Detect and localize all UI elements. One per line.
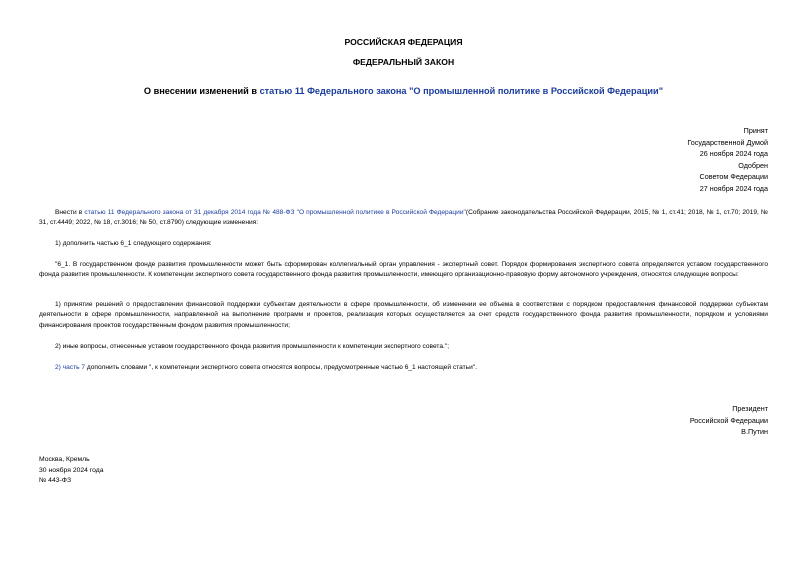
adoption-line: Государственной Думой	[687, 137, 768, 147]
paragraph-6-1: "6_1. В государственном фонде развития промышленности может быть сформирован коллегиальный орган управления - экспертный совет. Порядок формирования экспертного совета определяется уставом государственного фонда развития промышленности. К компетенции экспертного совета государственного фонда развития промышленности, имеющего организационно-правовую форму автономного учреждения, относятся следующие вопросы:	[39, 261, 768, 279]
article-link[interactable]: статью 11 Федерального закона от 31 декабря 2014 года № 488-ФЗ "О промышленной политике в Российской Федерации"	[84, 209, 466, 216]
signature-name: В.Путин	[741, 427, 768, 437]
intro-prefix: Внести в	[55, 209, 85, 216]
item-2-number: 2)	[55, 364, 63, 371]
law-number-line: № 443-ФЗ	[39, 477, 72, 485]
signature-org: Российской Федерации	[689, 415, 768, 425]
part-7-link[interactable]: часть 7	[62, 364, 86, 371]
place-line: Москва, Кремль	[39, 456, 90, 463]
signature-title: Президент	[732, 404, 768, 413]
item-2-suffix: дополнить словами ", к компетенции экспертного совета относятся вопросы, предусмотренные частью 6_1 настоящей статьи".	[85, 364, 477, 371]
adoption-line: 26 ноября 2024 года	[699, 149, 768, 159]
country-heading: РОССИЙСКАЯ ФЕДЕРАЦИЯ	[344, 37, 463, 47]
approval-line: 27 ноября 2024 года	[699, 183, 768, 193]
adoption-line: Принят	[743, 126, 768, 135]
law-title	[0, 86, 807, 96]
adoption-block	[687, 125, 768, 195]
approval-line: Советом Федерации	[699, 172, 768, 182]
footer-block	[39, 455, 104, 487]
paragraph-intro	[39, 208, 768, 229]
intro-suffix: (Собрание законодательства Российской Федерации, 2015, № 1, ст.41; 2018, № 1, ст.70; 2019, № 31, ст.4449; 2022, № 18, ст.3016; № 50, ст.8790) следующие изменения:	[39, 209, 768, 227]
item-1: 1) дополнить частью 6_1 следующего содержания:	[55, 240, 212, 247]
signature-block	[690, 403, 768, 438]
law-type-heading: ФЕДЕРАЛЬНЫЙ ЗАКОН	[352, 57, 455, 67]
law-title-prefix: О внесении изменений в	[143, 86, 260, 96]
law-title-link[interactable]: статью 11 Федерального закона "О промышленной политике в Российской Федерации"	[259, 86, 664, 96]
paragraph-subitem-1: 1) принятие решений о предоставлении финансовой поддержки субъектам деятельности в сфере промышленности, об изменении ее объема в соответствии с порядком предоставления финансовой поддержки субъектам деятельности в сфере промышленности, направленной на выполнение программ и проектов, реализация которых осуществляется за счет средств государственного фонда развития промышленности, порядком и условиями финансирования проектов государственным фондом развития промышленности;	[39, 301, 768, 329]
approval-line: Одобрен	[738, 160, 768, 170]
item-2	[39, 363, 768, 373]
paragraph-subitem-2: 2) иные вопросы, отнесенные уставом государственного фонда развития промышленности к компетенции экспертного совета.";	[55, 343, 450, 350]
date-line: 30 ноября 2024 года	[39, 466, 104, 474]
